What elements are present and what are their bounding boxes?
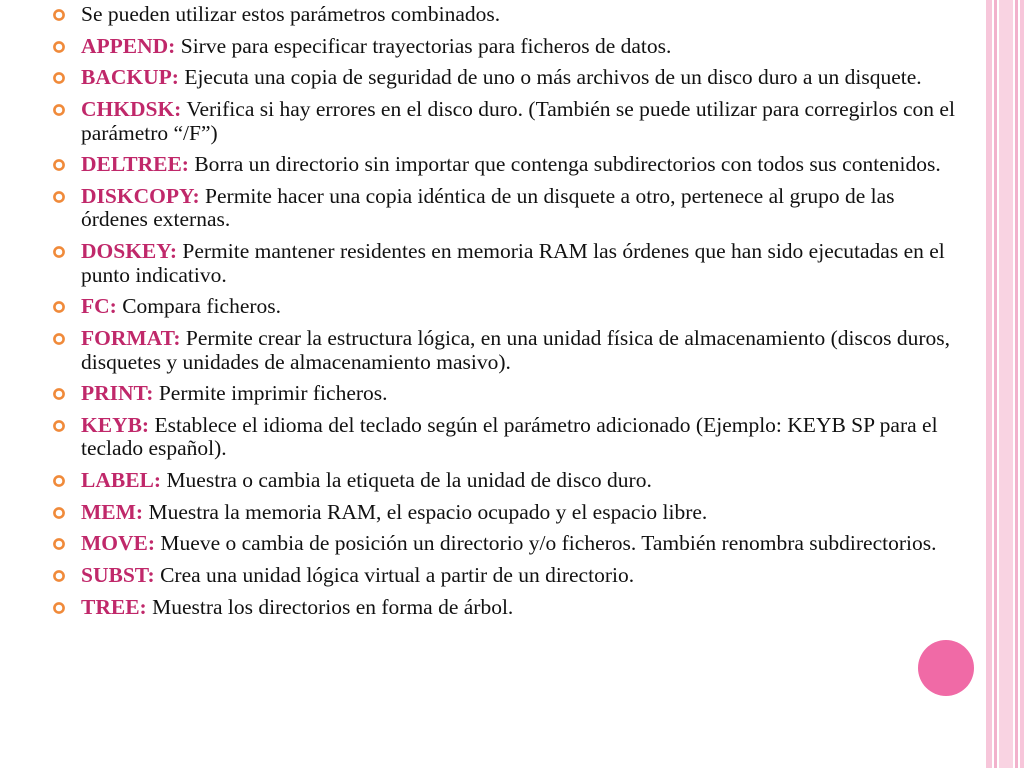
ring-bullet-icon	[52, 474, 66, 488]
list-item	[50, 327, 965, 374]
command-description: Borra un directorio sin importar que contenga subdirectorios con todos sus contenidos.	[188, 152, 941, 177]
list-item	[50, 98, 965, 145]
command-description: Muestra los directorios en forma de árbol.	[146, 594, 514, 619]
command-description: Permite hacer una copia idéntica de un disquete a otro, pertenece al grupo de las órdenes externas.	[81, 183, 895, 232]
ring-bullet-icon	[52, 300, 66, 314]
list-item	[50, 414, 965, 461]
command-description: Crea una unidad lógica virtual a partir de un directorio.	[154, 563, 635, 588]
command-term: FC:	[81, 294, 117, 319]
command-description: Muestra o cambia la etiqueta de la unidad de disco duro.	[161, 468, 652, 493]
command-term: DELTREE:	[81, 152, 189, 177]
border-stripe	[994, 0, 997, 768]
command-term: TREE:	[81, 594, 147, 619]
list-item	[50, 153, 965, 177]
command-description: Permite mantener residentes en memoria RAM las órdenes que han sido ejecutadas en el punto indicativo.	[81, 239, 945, 287]
border-stripe	[999, 0, 1013, 768]
ring-bullet-icon	[52, 71, 66, 85]
list-item	[50, 185, 965, 232]
ring-bullet-icon	[52, 190, 66, 204]
command-list	[50, 3, 965, 628]
command-description: Permite crear la estructura lógica, en una unidad física de almacenamiento (discos duros, disquetes y unidades de almacenamiento masivo).	[81, 326, 951, 374]
ring-bullet-icon	[52, 158, 66, 172]
command-term: LABEL:	[81, 468, 162, 493]
list-item	[50, 66, 965, 90]
border-stripe	[1020, 0, 1024, 768]
list-item	[50, 240, 965, 287]
command-term: CHKDSK:	[81, 97, 182, 122]
command-description: Muestra la memoria RAM, el espacio ocupado y el espacio libre.	[143, 499, 708, 524]
command-term: FORMAT:	[81, 326, 181, 350]
command-term: MEM:	[81, 499, 144, 524]
command-term: DOSKEY:	[81, 239, 177, 264]
list-item	[50, 3, 965, 27]
ring-bullet-icon	[52, 569, 66, 583]
command-term: BACKUP:	[81, 65, 179, 90]
command-term: MOVE:	[81, 531, 156, 556]
command-description: Permite imprimir ficheros.	[153, 381, 388, 406]
ring-bullet-icon	[52, 387, 66, 401]
command-description: Sirve para especificar trayectorias para ficheros de datos.	[175, 33, 672, 58]
ring-bullet-icon	[52, 40, 66, 54]
list-item	[50, 564, 965, 588]
command-description: Ejecuta una copia de seguridad de uno o más archivos de un disco duro a un disquete.	[178, 65, 922, 90]
border-stripe	[1015, 0, 1018, 768]
decorative-circle	[918, 640, 974, 696]
command-term: DISKCOPY:	[81, 183, 200, 208]
command-term: KEYB:	[81, 412, 150, 437]
command-description: Mueve o cambia de posición un directorio y/o ficheros. También renombra subdirectorios.	[155, 531, 937, 556]
list-item	[50, 295, 965, 319]
command-description: Compara ficheros.	[116, 294, 282, 319]
list-item	[50, 596, 965, 620]
command-term: APPEND:	[81, 33, 176, 58]
command-term: PRINT:	[81, 381, 154, 406]
list-item	[50, 35, 965, 59]
ring-bullet-icon	[52, 601, 66, 615]
list-item	[50, 532, 965, 556]
ring-bullet-icon	[52, 103, 66, 117]
command-description: Verifica si hay errores en el disco duro. (También se puede utilizar para corregirlos con el parámetro “/F”)	[81, 97, 955, 145]
command-description: Establece el idioma del teclado según el parámetro adicionado (Ejemplo: KEYB SP para el teclado español).	[81, 412, 938, 461]
command-term: SUBST:	[81, 563, 155, 588]
border-stripe	[986, 0, 992, 768]
ring-bullet-icon	[52, 332, 66, 346]
ring-bullet-icon	[52, 8, 66, 22]
list-item	[50, 469, 965, 493]
command-description: Se pueden utilizar estos parámetros combinados.	[81, 2, 501, 26]
ring-bullet-icon	[52, 506, 66, 520]
ring-bullet-icon	[52, 245, 66, 259]
ring-bullet-icon	[52, 419, 66, 433]
list-item	[50, 382, 965, 406]
list-item	[50, 501, 965, 525]
ring-bullet-icon	[52, 537, 66, 551]
